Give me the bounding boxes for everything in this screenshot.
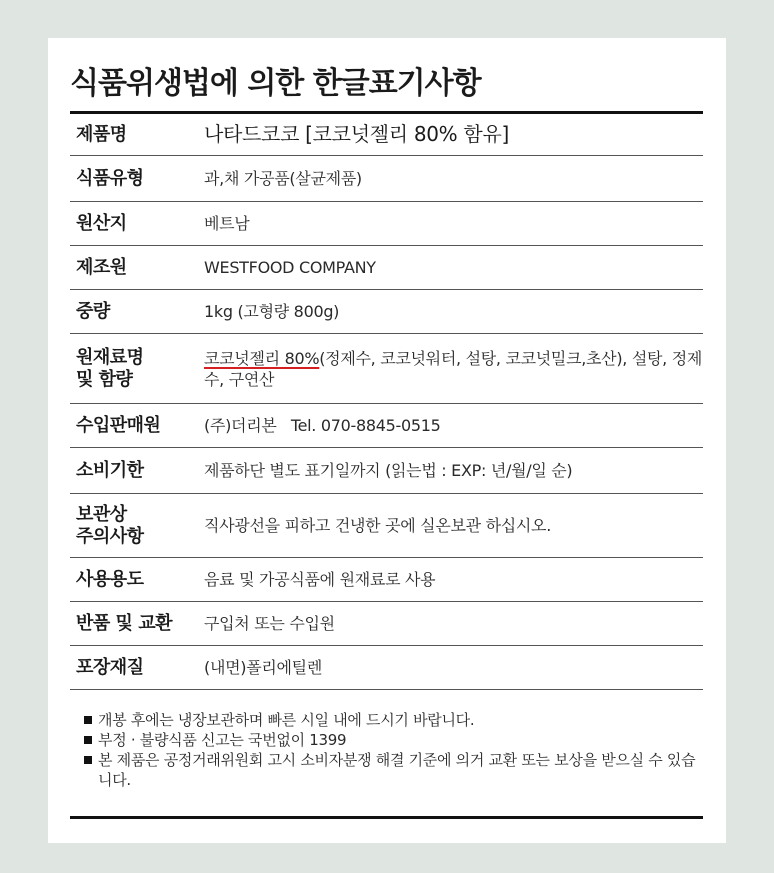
note-text: 본 제품은 공정거래위원회 고시 소비자분쟁 해결 기준에 의거 교환 또는 보상을 받으실 수 있습니다. <box>98 751 696 789</box>
row-label: 소비기한 <box>76 459 144 481</box>
square-bullet-icon <box>84 716 92 724</box>
notes-list <box>84 710 704 790</box>
page-title: 식품위생법에 의한 한글표기사항 <box>70 66 481 101</box>
row-weight <box>70 290 703 334</box>
row-value: 구입처 또는 수입원 <box>204 614 335 633</box>
row-label: 제조원 <box>76 256 127 278</box>
row-label: 제품명 <box>76 123 127 145</box>
row-usage <box>70 558 703 602</box>
bottom-divider <box>70 816 703 819</box>
row-value: 직사광선을 피하고 건냉한 곳에 실온보관 하십시오. <box>204 516 551 535</box>
row-value <box>204 348 703 390</box>
ingredient-detail: (정제수, 코코넛워터, 설탕, 코코넛밀크,초산), 설탕, 정제수, 구연산 <box>204 348 703 389</box>
row-value: 제품하단 별도 표기일까지 (읽는법 : EXP: 년/월/일 순) <box>204 461 573 480</box>
row-value: 과,채 가공품(살균제품) <box>204 169 362 188</box>
row-label: 수입판매원 <box>76 414 161 436</box>
row-expiry <box>70 448 703 494</box>
row-importer <box>70 404 703 448</box>
row-label: 원재료명 및 함량 <box>76 346 144 390</box>
list-item <box>84 710 704 730</box>
row-label: 식품유형 <box>76 167 144 189</box>
row-label: 원산지 <box>76 212 127 234</box>
row-value: 베트남 <box>204 214 250 233</box>
row-value: (주)더리본 Tel. 070-8845-0515 <box>204 416 441 435</box>
row-origin <box>70 202 703 246</box>
row-value: (내면)폴리에틸렌 <box>204 658 322 677</box>
row-label: 포장재질 <box>76 656 144 678</box>
row-label: 반품 및 교환 <box>76 612 172 634</box>
row-product-name <box>70 114 703 156</box>
square-bullet-icon <box>84 736 92 744</box>
row-returns <box>70 602 703 646</box>
row-label: 사용용도 <box>76 568 144 590</box>
list-item <box>84 750 704 790</box>
note-text: 부정 · 불량식품 신고는 국번없이 1399 <box>98 731 347 749</box>
row-value: 나타드코코 [코코넛젤리 80% 함유] <box>204 122 509 146</box>
label-card <box>48 38 726 843</box>
square-bullet-icon <box>84 756 92 764</box>
note-text: 개봉 후에는 냉장보관하며 빠른 시일 내에 드시기 바랍니다. <box>98 711 475 729</box>
row-ingredients <box>70 334 703 404</box>
row-manufacturer <box>70 246 703 290</box>
highlight-ingredient: 코코넛젤리 80% <box>204 348 320 368</box>
row-storage <box>70 494 703 558</box>
info-table <box>70 111 703 690</box>
row-label: 보관상 주의사항 <box>76 503 144 547</box>
row-value: 음료 및 가공식품에 원재료로 사용 <box>204 570 436 589</box>
row-packaging <box>70 646 703 690</box>
row-food-type <box>70 156 703 202</box>
row-value: 1kg (고형량 800g) <box>204 302 340 321</box>
row-value: WESTFOOD COMPANY <box>204 258 376 277</box>
row-label: 중량 <box>76 300 110 322</box>
list-item <box>84 730 704 750</box>
